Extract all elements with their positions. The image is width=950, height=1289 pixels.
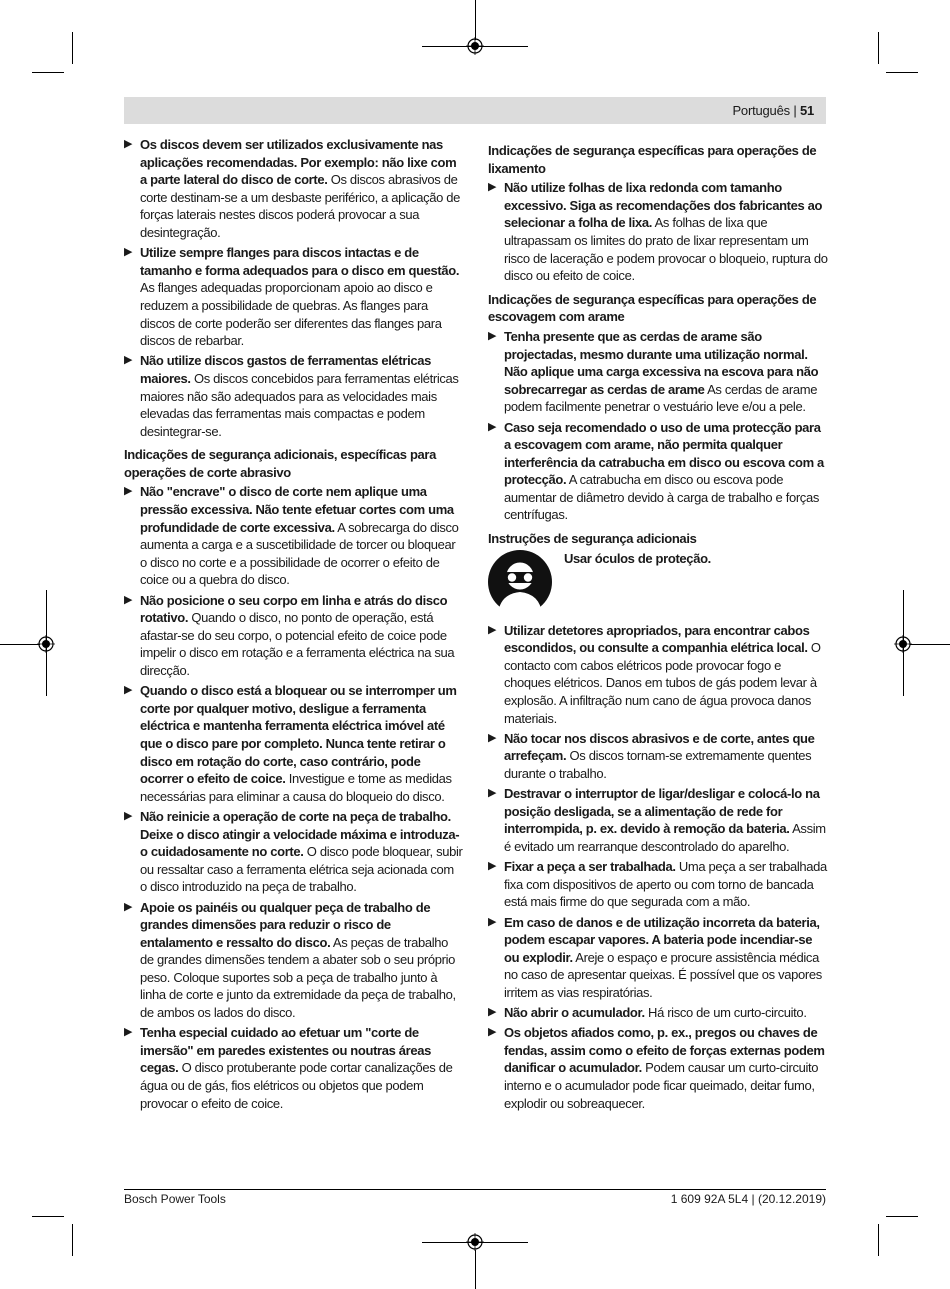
- footer-brand: Bosch Power Tools: [124, 1192, 226, 1206]
- bullet-item: [488, 1024, 828, 1112]
- crop-mark: [886, 72, 918, 73]
- bullet-body-text: Os discos abrasivos de corte destinam-se a um desbaste periférico, a aplicação de forças laterais nestes discos poderá provocar a sua desintegração.: [140, 172, 461, 240]
- bullet-triangle-icon: ▶: [124, 485, 133, 498]
- bullet-item: [124, 244, 464, 350]
- bullet-bold-text: Não utilize folhas de lixa redonda com tamanho excessivo. Siga as recomendações dos fabricantes ao selecionar a folha de lixa.: [504, 180, 823, 231]
- bullet-body-text: Areje o espaço e procure assistência médica no caso de apresentar queixas. É possível que os vapores irritem as vias respiratórias.: [504, 949, 822, 1000]
- section-heading: Indicações de segurança adicionais, específicas para operações de corte abrasivo: [124, 447, 437, 480]
- bullet-bold-text: Fixar a peça a ser trabalhada.: [504, 859, 676, 875]
- bullet-item: [124, 483, 464, 589]
- bullet-bold-text: Tenha especial cuidado ao efetuar um "corte de imersão" em paredes existentes ou noutras áreas cegas.: [140, 1025, 432, 1076]
- crop-mark: [475, 1250, 476, 1289]
- crop-mark: [878, 32, 879, 64]
- bullet-body-text: Os discos tornam-se extremamente quentes durante o trabalho.: [504, 748, 812, 781]
- eye-protection-notice: [488, 550, 828, 614]
- crop-mark: [0, 644, 40, 645]
- section-heading: Indicações de segurança específicas para operações de escovagem com arame: [488, 291, 817, 325]
- header-text: [732, 103, 814, 118]
- bullet-bold-text: Utilizar detetores apropriados, para encontrar cabos escondidos, ou consulte a companhia elétrica local.: [504, 622, 810, 656]
- bullet-triangle-icon: ▶: [124, 684, 133, 697]
- bullet-bold-text: Tenha presente que as cerdas de arame são projectadas, mesmo durante uma utilização normal. Não aplique uma carga excessiva na escova para não sobrecarregar as cerdas de arame: [504, 328, 819, 397]
- bullet-item: [124, 352, 464, 440]
- bullet-body-text: O contacto com cabos elétricos pode provocar fogo e choques elétricos. Danos em tubos de gás podem levar à explosão. A infiltração num cano de água provoca danos materiais.: [504, 640, 821, 726]
- page-header: [124, 97, 826, 124]
- bullet-body-text: Podem causar um curto-circuito interno e o acumulador pode ficar queimado, deitar fumo, explodir ou sobreaquecer.: [504, 1060, 819, 1111]
- bullet-triangle-icon: ▶: [488, 181, 497, 194]
- bullet-bold-text: Quando o disco está a bloquear ou se interromper um corte por qualquer motivo, desligue a ferramenta eléctrica e mantenha ferramenta eléctrica imóvel até que o disco pare por completo. Nunca tente retirar o disco em rotação do corte, caso contrário, pode ocorrer o efeito de coice.: [140, 683, 457, 787]
- crop-mark: [32, 1216, 64, 1217]
- bullet-triangle-icon: ▶: [124, 593, 133, 606]
- bullet-triangle-icon: ▶: [488, 420, 497, 433]
- bullet-body-text: Quando o disco, no ponto de operação, está afastar-se do seu corpo, o potencial efeito de coice pode impelir o disco em rotação e a ferramenta eléctrica na sua direcção.: [140, 610, 455, 678]
- bullet-body-text: As folhas de lixa que ultrapassam os limites do prato de lixar representam um risco de laceração e podem provocar o bloqueio, ruptura do disco ou efeito de coice.: [504, 215, 828, 284]
- eye-protection-label: Usar óculos de proteção.: [564, 550, 711, 566]
- bullet-bold-text: Não tocar nos discos abrasivos e de corte, antes que arrefeçam.: [504, 730, 815, 764]
- bullet-bold-text: Os objetos afiados como, p. ex., pregos ou chaves de fendas, assim como o efeito de forças externas podem danificar o acumulador.: [504, 1025, 825, 1076]
- bullet-bold-text: Não "encrave" o disco de corte nem aplique uma pressão excessiva. Não tente efetuar cortes com uma profundidade de corte excessiva.: [140, 484, 454, 535]
- crop-mark: [475, 0, 476, 40]
- bullet-item: [124, 136, 464, 242]
- registration-mark-icon: [894, 635, 912, 653]
- bullet-item: [488, 622, 828, 728]
- crop-mark: [72, 32, 73, 64]
- bullet-body-text: Uma peça a ser trabalhada fixa com dispositivos de aperto ou com torno de bancada está mais firme do que segurada com a mão.: [504, 859, 827, 910]
- bullet-body-text: As flanges adequadas proporcionam apoio ao disco e reduzem a possibilidade de quebras. As flanges para discos de corte poderão ser diferentes das flanges para discos de rebarbar.: [140, 280, 442, 349]
- bullet-item: [488, 1004, 828, 1022]
- footer-doc-id: 1 609 92A 5L4 | (20.12.2019): [670, 1192, 826, 1206]
- bullet-body-text: A sobrecarga do disco aumenta a carga e a suscetibilidade de torcer ou bloquear o disco no corte e a possibilidade de ocorrer o efeito de coice ou a quebra do disco.: [140, 519, 459, 588]
- bullet-bold-text: Caso seja recomendado o uso de uma protecção para a escovagem com arame, não permita qualquer interferência da catrabucha em disco ou escova com a protecção.: [504, 419, 824, 488]
- bullet-bold-text: Utilize sempre flanges para discos intactas e de tamanho e forma adequados para o disco em questão.: [140, 245, 460, 278]
- bullet-triangle-icon: ▶: [488, 329, 497, 342]
- bullet-bold-text: Não abrir o acumulador.: [504, 1005, 645, 1021]
- bullet-body-text: Investigue e tome as medidas necessárias para eliminar a causa do bloqueio do disco.: [140, 771, 452, 804]
- crop-mark: [32, 72, 64, 73]
- bullet-item: [124, 592, 464, 680]
- bullet-triangle-icon: ▶: [488, 915, 497, 928]
- bullet-body-text: Os discos concebidos para ferramentas elétricas maiores não são adequados para as velocidades mais elevadas das ferramentas mais compactas e podem desintegrar-se.: [140, 370, 459, 439]
- bullet-item: [488, 328, 828, 416]
- bullet-item: [488, 179, 828, 285]
- bullet-item: [124, 808, 464, 896]
- bullet-triangle-icon: ▶: [488, 860, 497, 873]
- bullet-body-text: As cerdas de arame podem facilmente penetrar o vestuário leve e/ou a pele.: [504, 381, 818, 415]
- bullet-triangle-icon: ▶: [124, 246, 133, 259]
- bullet-item: [488, 858, 828, 911]
- registration-mark-icon: [466, 37, 484, 55]
- bullet-triangle-icon: ▶: [488, 787, 497, 800]
- crop-mark: [910, 644, 950, 645]
- left-column: [124, 136, 464, 1115]
- bullet-item: [488, 419, 828, 525]
- bullet-triangle-icon: ▶: [488, 731, 497, 744]
- bullet-triangle-icon: ▶: [488, 1026, 497, 1039]
- bullet-bold-text: Não utilize discos gastos de ferramentas elétricas maiores.: [140, 353, 432, 386]
- header-language: Português: [732, 103, 790, 118]
- crop-mark: [72, 1224, 73, 1256]
- right-column: [488, 136, 828, 1115]
- bullet-body-text: O disco protuberante pode cortar canalizações de água ou de gás, fios elétricos ou objetos que podem provocar o efeito de coice.: [140, 1060, 453, 1111]
- registration-mark-icon: [466, 1233, 484, 1251]
- bullet-item: [488, 785, 828, 855]
- bullet-triangle-icon: ▶: [124, 1026, 133, 1039]
- crop-mark: [886, 1216, 918, 1217]
- bullet-body-text: Assim é evitado um rearranque descontrolado do aparelho.: [504, 821, 826, 854]
- bullet-triangle-icon: ▶: [124, 138, 133, 150]
- bullet-bold-text: Destravar o interruptor de ligar/desligar e colocá-lo na posição desligada, se a alimentação de rede for interrompida, p. ex. devido à remoção da bateria.: [504, 786, 820, 837]
- bullet-item: [124, 682, 464, 805]
- bullet-body-text: A catrabucha em disco ou escova pode aumentar de diâmetro devido à carga de trabalho e forças centrífugas.: [504, 472, 819, 523]
- section-heading: Instruções de segurança adicionais: [488, 531, 697, 547]
- bullet-bold-text: Não posicione o seu corpo em linha e atrás do disco rotativo.: [140, 592, 448, 626]
- header-separator: |: [793, 103, 797, 118]
- footer-divider: [124, 1189, 826, 1190]
- bullet-bold-text: Os discos devem ser utilizados exclusivamente nas aplicações recomendadas. Por exemplo: não lixe com a parte lateral do disco de corte.: [140, 137, 457, 188]
- bullet-body-text: As peças de trabalho de grandes dimensões tendem a abater sob o seu próprio peso. Coloque suportes sob a peça de trabalho junto à linha de corte e junto da extremidade da peça de trabalho, de ambos os lados do disco.: [140, 934, 456, 1021]
- bullet-item: [488, 914, 828, 1002]
- page-number: 51: [799, 103, 814, 118]
- bullet-triangle-icon: ▶: [488, 1006, 497, 1019]
- section-heading: Indicações de segurança específicas para operações de lixamento: [488, 143, 817, 176]
- bullet-bold-text: Em caso de danos e de utilização incorreta da bateria, podem escapar vapores. A bateria pode incendiar-se ou explodir.: [504, 914, 820, 965]
- bullet-item: [488, 730, 828, 783]
- bullet-item: [124, 1024, 464, 1112]
- bullet-item: [124, 899, 464, 1022]
- bullet-triangle-icon: ▶: [124, 809, 133, 822]
- bullet-triangle-icon: ▶: [488, 623, 497, 636]
- bullet-body-text: Há risco de um curto-circuito.: [644, 1005, 807, 1021]
- bullet-body-text: O disco pode bloquear, subir ou ressaltar caso a ferramenta elétrica seja acionada com o disco introduzido na peça de trabalho.: [140, 844, 463, 895]
- bullet-bold-text: Apoie os painéis ou qualquer peça de trabalho de grandes dimensões para reduzir o risco de entalamento e ressalto do disco.: [140, 899, 431, 950]
- safety-glasses-icon: [488, 550, 552, 614]
- crop-mark: [878, 1224, 879, 1256]
- bullet-triangle-icon: ▶: [124, 900, 133, 913]
- registration-mark-icon: [37, 635, 55, 653]
- bullet-bold-text: Não reinicie a operação de corte na peça de trabalho. Deixe o disco atingir a velocidade máxima e introduza-o cuidadosamente no corte.: [140, 808, 460, 860]
- bullet-triangle-icon: ▶: [124, 354, 133, 367]
